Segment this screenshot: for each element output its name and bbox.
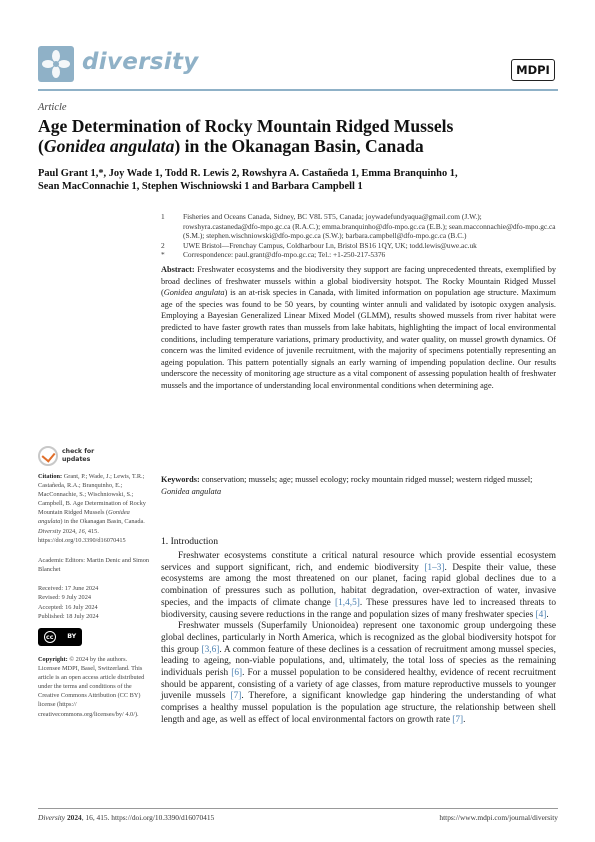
- date-received: Received: 17 June 2024: [38, 585, 99, 592]
- keywords-label: Keywords:: [161, 475, 200, 484]
- journal-logo-icon: [38, 46, 74, 82]
- title-line-2: (Gonidea angulata) in the Okanagan Basin, Canada: [38, 136, 424, 156]
- cc-icon: cc: [44, 631, 56, 643]
- journal-name[interactable]: diversity: [82, 49, 199, 75]
- affiliation-row: [161, 241, 556, 251]
- citation-text: 2024,: [61, 527, 79, 535]
- publisher-logo[interactable]: MDPI: [511, 59, 555, 81]
- footer-citation: [38, 813, 214, 822]
- affiliation-row: [161, 250, 556, 260]
- paragraph-text: Freshwater mussels (Superfamily Unionoidea) represent one taxonomic group undergoing these global declines, particularly in North America, which is recognized as the global biodiversity hotspot for this group: [161, 621, 556, 655]
- citation-link[interactable]: [6]: [231, 668, 243, 679]
- paragraph: [161, 621, 556, 726]
- citation-species: Gonidea angulata: [38, 509, 130, 526]
- abstract-label: Abstract:: [161, 265, 195, 274]
- paragraph-text: . These pressures have led to increased threats to biodiversity, causing severe reductions in the range and population sizes of many freshwater species: [161, 597, 556, 620]
- citation-link[interactable]: [1–3]: [424, 562, 445, 573]
- keywords: [161, 474, 556, 497]
- affiliation-text[interactable]: Fisheries and Oceans Canada, Sidney, BC V8L 5T5, Canada; joywadefundyaqua@gmail.com (J.W.); rowshyra.castaneda@dfo-mpo.gc.ca (R.A.C.); emma.branquinho@dfo-mpo.gc.ca (E.B.); sean.macconnachie@dfo-mpo.gc.ca (S.M.); stephen.wischniowski@dfo-mpo.gc.ca (S.W.); barbara.campbell@dfo-mpo.gc.ca (B.C.): [183, 212, 556, 241]
- author-list: [38, 167, 558, 194]
- keywords-text: conservation; mussels; age; mussel ecology; rocky mountain ridged mussel; western ridged mussel;: [199, 475, 533, 484]
- citation-link[interactable]: [4]: [535, 609, 547, 620]
- citation-link[interactable]: [1,4,5]: [335, 597, 360, 608]
- footer-year: 2024: [65, 813, 82, 822]
- copyright: [38, 655, 150, 719]
- footer-rule: [38, 808, 558, 809]
- check-line-1: check for: [62, 448, 95, 455]
- citation-link[interactable]: [7]: [230, 691, 242, 702]
- authors-line-2[interactable]: Sean MacConnachie 1, Stephen Wischniowski 1 and Barbara Campbell 1: [38, 181, 363, 193]
- abstract-text-1: Freshwater ecosystems and the biodiversity they support are facing unprecedented threats, exemplified by broad declines of freshwater mussels within a global biodiversity hotspot. The Rocky Mountain Ridged Mussel (: [161, 265, 556, 298]
- affiliation-number: *: [161, 250, 165, 260]
- citation-link[interactable]: [3,6]: [201, 644, 220, 655]
- correspondence-text[interactable]: Correspondence: paul.grant@dfo-mpo.gc.ca; Tel.: +1-250-217-5376: [183, 250, 386, 260]
- copyright-label: Copyright:: [38, 656, 68, 663]
- paragraph: [161, 551, 556, 621]
- citation-volume: 16: [78, 527, 85, 535]
- affiliation-number: 1: [161, 212, 165, 221]
- title-line-2-rest: ) in the Okanagan Basin, Canada: [174, 136, 424, 156]
- date-published: Published: 18 July 2024: [38, 613, 99, 621]
- title-line-1: Age Determination of Rocky Mountain Ridged Mussels: [38, 116, 454, 136]
- check-for-updates-button[interactable]: [38, 446, 98, 468]
- citation-doi-link[interactable]: , 415. https://doi.org/10.3390/d16070415: [38, 527, 126, 544]
- affiliation-text[interactable]: UWE Bristol—Frenchay Campus, Coldharbour Ln, Bristol BS16 1QY, UK; todd.lewis@uwe.ac.uk: [183, 240, 477, 250]
- header-rule: [38, 89, 558, 91]
- footer-journal: Diversity: [38, 813, 66, 822]
- citation-text: Grant, P.; Wade, J.; Lewis, T.R.; Castañeda, R.A.; Branquinho, E.; MacConnachie, S.; Wischniowski, S.; Campbell, B. Age Determination of Rocky Mountain Ridged Mussels (: [38, 473, 146, 517]
- affiliations: [161, 212, 556, 260]
- publication-dates: [38, 584, 150, 622]
- affiliation-number: 2: [161, 240, 165, 250]
- article-type: Article: [38, 102, 67, 113]
- citation-link[interactable]: [7]: [452, 714, 464, 725]
- paragraph-text: .: [546, 609, 549, 620]
- footer-doi-link[interactable]: , 16, 415. https://doi.org/10.3390/d16070415: [81, 813, 215, 822]
- paragraph-text: . For a mussel population to be considered healthy, evidence of recent recruitment should be apparent, consisting of a variety of age classes, from mature reproductive mussels to younger juvenile mussels: [161, 668, 556, 702]
- by-attribution-icon: BY: [67, 633, 77, 640]
- date-accepted: Accepted: 16 July 2024: [38, 603, 98, 611]
- copyright-text[interactable]: © 2024 by the authors. Licensee MDPI, Basel, Switzerland. This article is an open access article distributed under the terms and conditions of the Creative Commons Attribution (CC BY) license (https:// creativecommons.org/licenses/by/ 4.0/).: [38, 656, 145, 718]
- checkmark-icon: [38, 446, 58, 466]
- keywords-species: Gonidea angulata: [161, 486, 222, 496]
- paragraph-text: . Therefore, a significant knowledge gap hindering the understanding of what comprises a healthy mussel population is the population age structure, the relationship between shell length and age, as well as effect of local environmental factors on growth rate: [161, 691, 556, 725]
- abstract-text-2: ) is an at-risk species in Canada, with limited information on population age structure. Maximum age of the species was found to be 50 years, by counting winter annuli and validated by isotopic oxygen analysis. Employing a Bayesian Generalized Linear Mixed Model (GLMM), results showed mussels from river habitat were predicted to have faster growth rates than mussels from lake habitats, highlighting the impact of local environmental conditions, including temperature variations, primary productivity, and water quality, on mussel growth dynamics. Of concern was the limited evidence of juvenile recruitment, with the majority of specimens potentially representing an ageing population. This pattern potentially signals an early warning of impending population decline. Our results underscore the necessity of monitoring age structure as a vital component of assessing population health of freshwater mussels and the importance of understanding local environmental conditions when determining age.: [161, 288, 556, 390]
- paragraph-text: Freshwater ecosystems constitute a critical natural resource which provide essential ecosystem services and support significant, rich, and endemic biodiversity: [161, 551, 556, 573]
- paragraph-text: . A common feature of these declines is a cessation of recruitment among mussel species, leading to ageing, non-viable populations, and, ultimately, the total loss of species as the remaining individuals perish: [161, 644, 556, 679]
- check-line-2: updates: [62, 455, 91, 463]
- abstract: [161, 264, 556, 392]
- check-for-updates-label: [62, 448, 94, 463]
- section-heading: 1. Introduction: [161, 536, 219, 547]
- paragraph-text: .: [463, 714, 466, 725]
- affiliation-row: [161, 212, 556, 241]
- abstract-species: Gonidea angulata: [163, 288, 225, 298]
- academic-editors: Academic Editors: Martin Denic and Simon Blanchet: [38, 557, 150, 574]
- date-revised: Revised: 9 July 2024: [38, 594, 91, 602]
- article-title: [38, 116, 558, 156]
- citation-text: ) in the Okanagan Basin, Canada.: [60, 518, 145, 526]
- body-text: [161, 551, 556, 727]
- authors-line-1[interactable]: Paul Grant 1,*, Joy Wade 1, Todd R. Lewis 2, Rowshyra A. Castañeda 1, Emma Branquinho 1,: [38, 168, 458, 179]
- citation: [38, 472, 150, 545]
- cc-license-badge[interactable]: [38, 628, 82, 646]
- citation-journal: Diversity: [38, 527, 62, 535]
- footer-journal-url[interactable]: https://www.mdpi.com/journal/diversity: [439, 813, 558, 822]
- title-species: Gonidea angulata: [43, 136, 175, 156]
- paragraph-text: . Despite their value, these ecosystems are among the most threatened on our planet, facing rapid global declines due to a combination of pressures such as pollution, habitat degradation, over-extraction of water, invasive species, and the impacts of climate change: [161, 562, 556, 608]
- citation-label: Citation:: [38, 473, 63, 480]
